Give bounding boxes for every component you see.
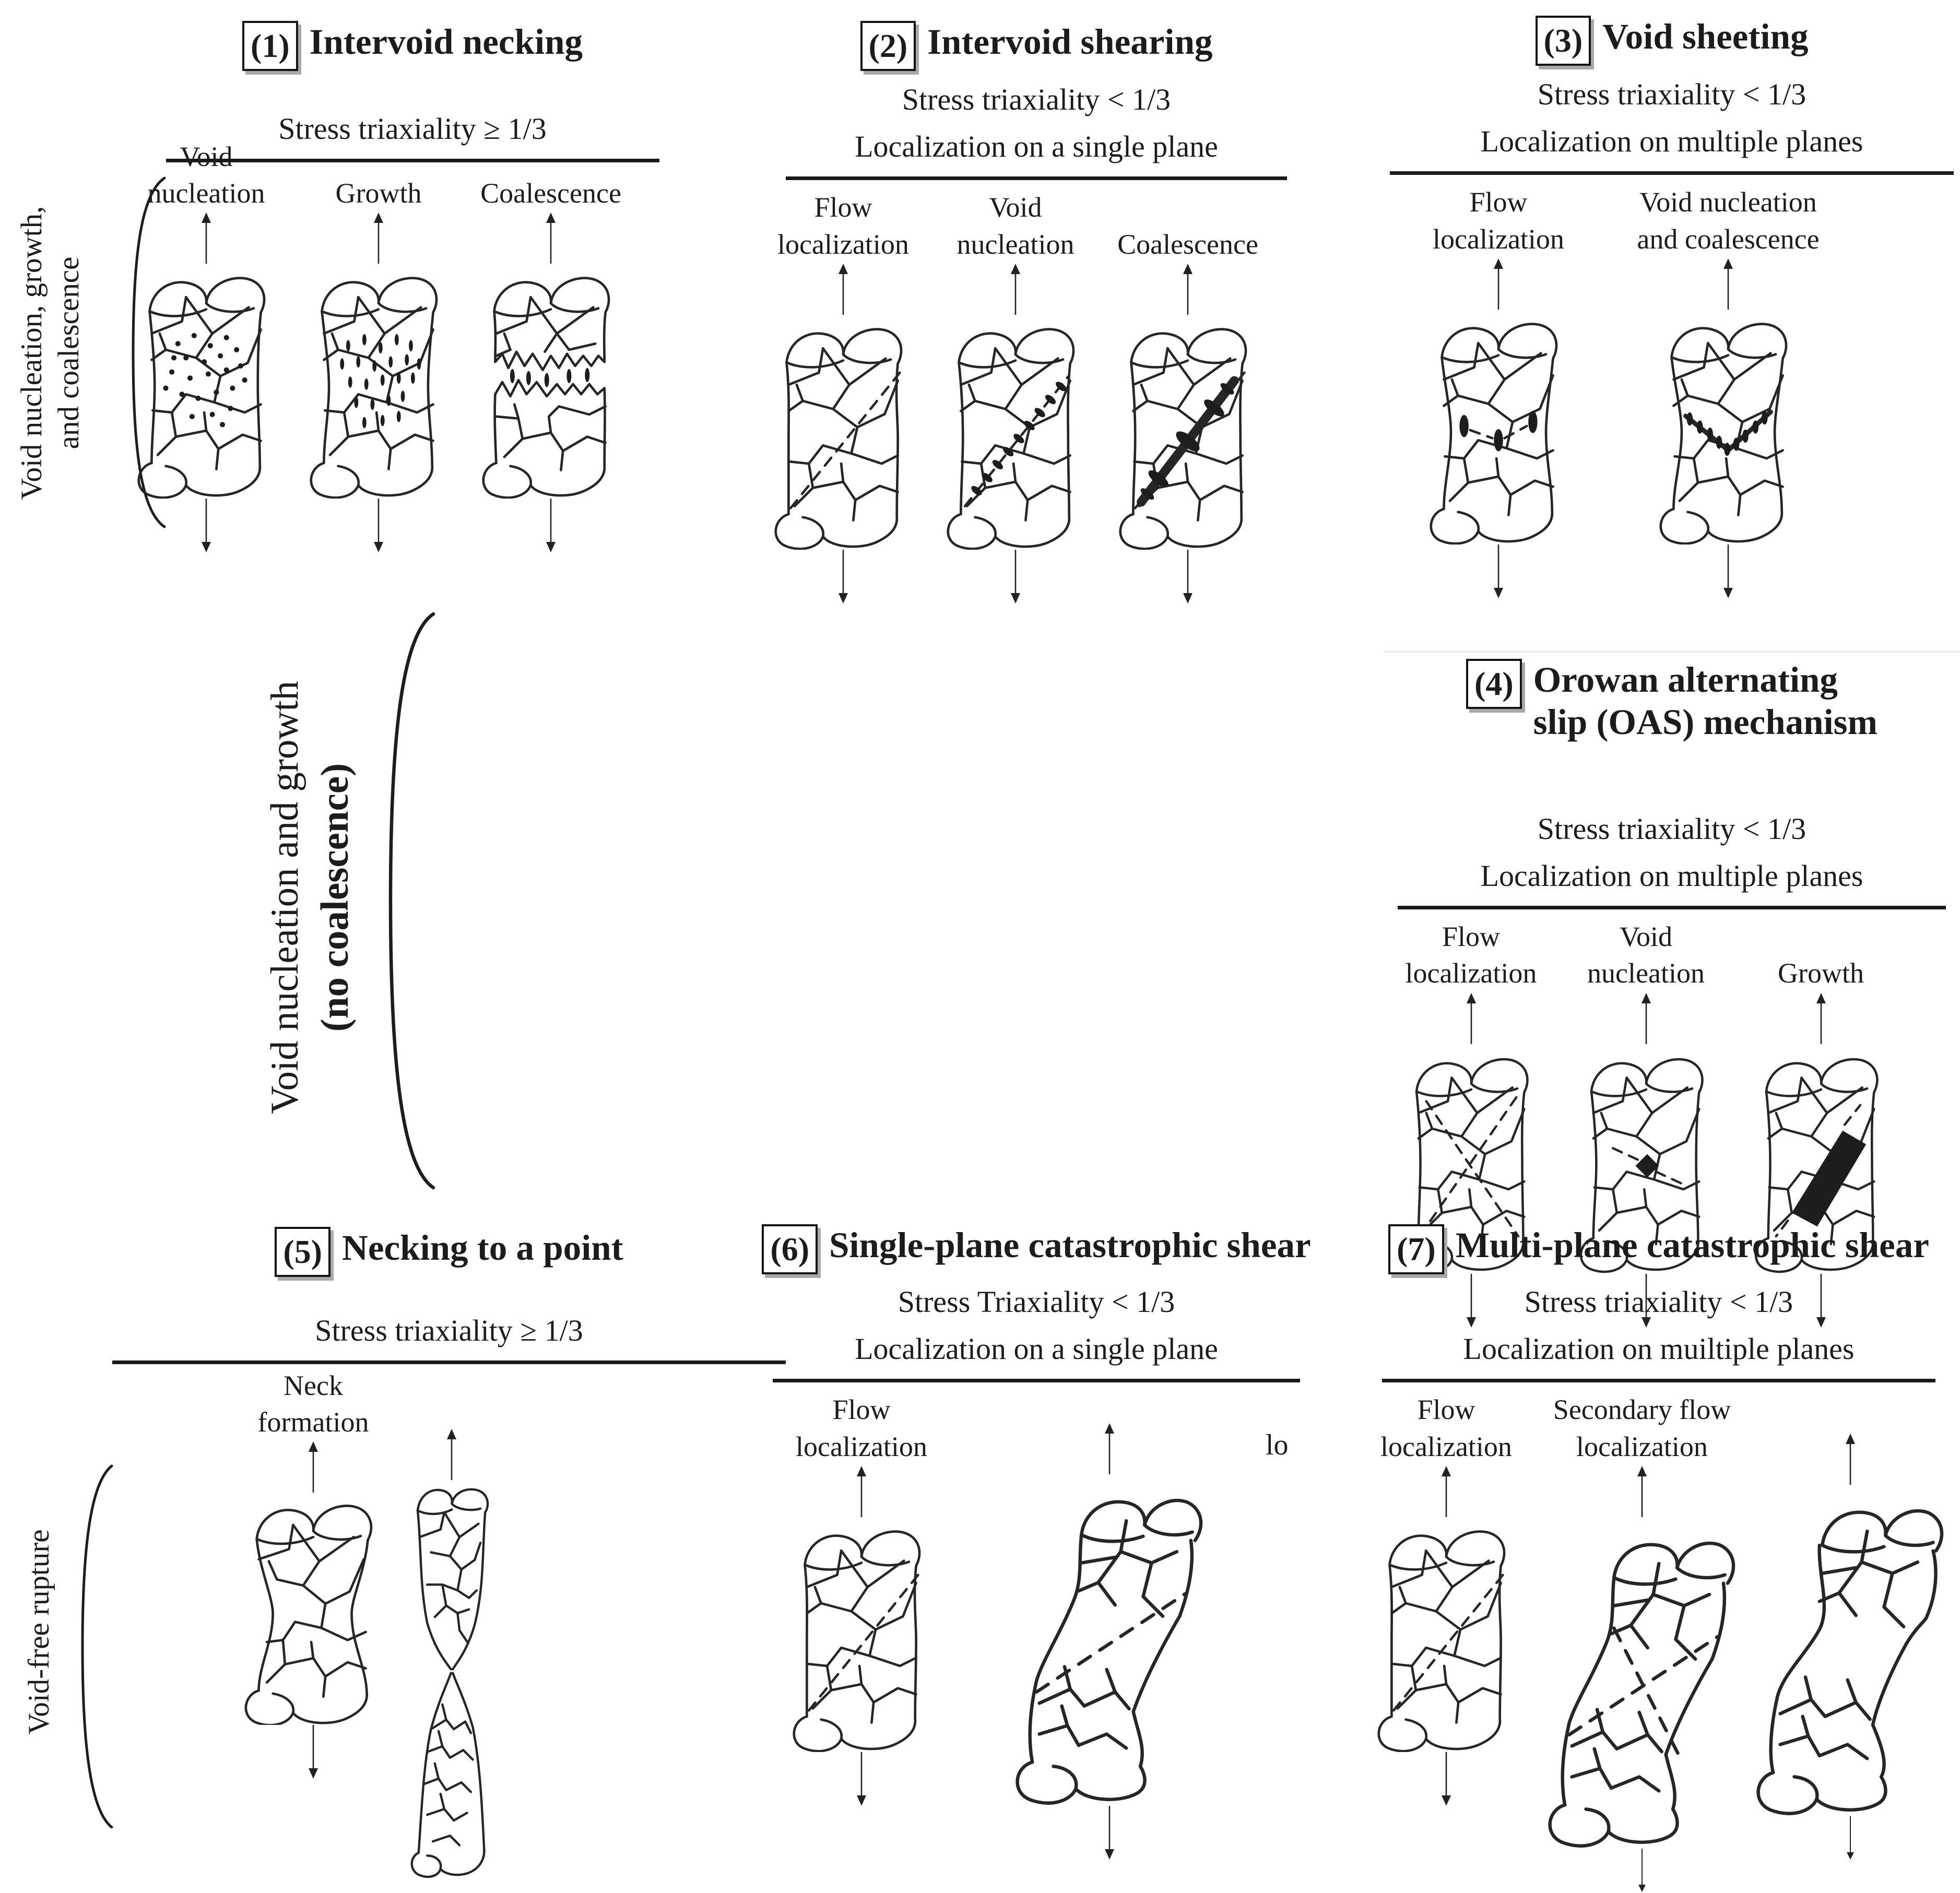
stage-label-line: formation xyxy=(257,1406,369,1438)
condition-line: Localization on multiple planes xyxy=(1480,124,1863,158)
condition-line: Stress triaxiality ≥ 1/3 xyxy=(315,1314,583,1347)
panel-rule xyxy=(773,1379,1300,1382)
stage-label xyxy=(1778,913,1864,992)
stage-label-line: nucleation xyxy=(1587,957,1705,989)
panel-necking-to-a-point xyxy=(94,1227,804,1879)
side-label-nucleation-growth-coalescence: Void nucleation, growth, and coalescence xyxy=(15,206,85,500)
panel-intervoid-shearing xyxy=(757,21,1316,605)
up-arrow-icon xyxy=(1839,1433,1862,1485)
stage-column xyxy=(1530,1386,1754,1893)
polycrystal-specimen-sketch-shear-dash xyxy=(762,315,924,550)
up-arrow-icon xyxy=(1176,263,1199,315)
up-arrow-icon xyxy=(850,1465,873,1517)
stage-column xyxy=(292,165,465,553)
stage-label-line: localization xyxy=(1576,1430,1708,1462)
down-arrow-icon xyxy=(302,1725,325,1780)
panel-columns xyxy=(1384,178,1960,599)
condition-line: Localization on multiple planes xyxy=(1480,858,1863,893)
up-arrow-icon xyxy=(1098,1422,1121,1474)
panel-title-line: Single-plane catastrophic shear xyxy=(829,1225,1311,1265)
stage-label-line: Growth xyxy=(335,177,422,209)
stage-label-line: and coalescence xyxy=(1637,223,1820,255)
stage-label-line: Neck xyxy=(284,1369,343,1401)
side-label-void-free-rupture: Void-free rupture xyxy=(22,1529,55,1735)
stage-label-line: Flow xyxy=(1442,921,1501,953)
panel-conditions xyxy=(94,1307,804,1354)
panel-title-line: Void sheeting xyxy=(1602,17,1809,56)
stage-label-line: localization xyxy=(1380,1430,1512,1462)
panel-number-badge: (5) xyxy=(275,1227,330,1277)
panel-conditions xyxy=(1384,806,1960,900)
panel-title xyxy=(1602,16,1808,58)
polycrystal-specimen-sketch-split xyxy=(470,264,632,499)
stage-column xyxy=(1613,178,1843,599)
down-arrow-icon xyxy=(1487,545,1510,599)
stage-label xyxy=(1380,1386,1512,1465)
condition-line: Stress triaxiality < 1/3 xyxy=(1524,1285,1793,1319)
up-arrow-icon xyxy=(1487,257,1510,310)
stage-label-line: Void xyxy=(989,192,1042,223)
stage-label-line: localization xyxy=(1433,223,1564,255)
stage-column xyxy=(995,1386,1224,1861)
stage-column xyxy=(1363,1386,1530,1807)
down-arrow-icon xyxy=(1717,545,1740,599)
up-arrow-icon xyxy=(1004,263,1027,315)
panel-title xyxy=(310,21,583,63)
panel-title-line: Orowan alternating xyxy=(1533,660,1838,700)
panel-title xyxy=(1456,1224,1929,1267)
stage-label-line: localization xyxy=(777,228,909,260)
stage-label-line: nucleation xyxy=(957,228,1075,260)
up-arrow-icon xyxy=(195,211,218,264)
polycrystal-specimen-sketch-sheet-blobs xyxy=(1418,310,1579,545)
panel-number-badge: (7) xyxy=(1388,1224,1444,1274)
stage-column xyxy=(225,1367,402,1780)
stage-label xyxy=(1553,1386,1731,1465)
stage-label xyxy=(336,165,422,211)
stage-label xyxy=(258,1367,369,1440)
condition-line: Stress triaxiality ≥ 1/3 xyxy=(278,112,547,146)
condition-line: Stress triaxiality < 1/3 xyxy=(902,82,1171,116)
stage-label-line: localization xyxy=(796,1430,927,1462)
down-arrow-icon xyxy=(850,1752,873,1807)
panel-rule xyxy=(112,1360,786,1364)
stage-label-line: Coalescence xyxy=(480,177,621,209)
stage-label-line: Secondary flow xyxy=(1553,1394,1731,1426)
panel-rule xyxy=(1398,906,1946,909)
down-arrow-icon xyxy=(539,499,562,553)
panel-void-sheeting xyxy=(1384,16,1960,599)
panel-title xyxy=(829,1224,1311,1267)
down-arrow-icon xyxy=(367,499,390,553)
curly-brace-icon xyxy=(370,610,438,1192)
polycrystal-specimen-sketch-shear-band xyxy=(1107,315,1269,550)
stage-column xyxy=(757,183,929,605)
panel-number-badge: (1) xyxy=(242,21,298,71)
panel-title-line: Multi-plane catastrophic shear xyxy=(1455,1225,1929,1265)
up-arrow-icon xyxy=(440,1428,463,1480)
down-arrow-icon xyxy=(1839,1816,1862,1861)
panel-title xyxy=(342,1227,623,1269)
stage-label xyxy=(1117,183,1258,263)
panel-conditions xyxy=(757,76,1316,170)
stage-label-line: Void nucleation xyxy=(147,140,265,209)
up-arrow-icon xyxy=(302,1440,325,1493)
condition-line: Stress triaxiality < 1/3 xyxy=(1537,77,1806,111)
condition-line: Stress triaxiality < 1/3 xyxy=(1537,811,1806,846)
stage-label xyxy=(796,1386,927,1465)
stage-label-line: Flow xyxy=(1469,186,1528,218)
polycrystal-specimen-sketch-shear-offset-x xyxy=(1530,1517,1754,1849)
polycrystal-specimen-sketch-shear-dots xyxy=(935,315,1096,550)
panel-rule xyxy=(1382,1379,1935,1382)
panel-intervoid-necking xyxy=(120,21,705,553)
polycrystal-specimen-sketch-sheet-vee xyxy=(1647,310,1809,545)
polycrystal-specimen-sketch-pinched xyxy=(404,1480,500,1879)
down-arrow-icon xyxy=(1098,1806,1121,1861)
up-arrow-icon xyxy=(539,211,562,264)
panel-title-line: Intervoid shearing xyxy=(927,22,1213,62)
stage-label xyxy=(1587,913,1705,992)
condition-line: Localization on a single plane xyxy=(855,1331,1218,1366)
stage-label xyxy=(480,165,621,211)
stage-column xyxy=(775,1386,948,1807)
panel4-top-divider xyxy=(1384,651,1960,653)
stage-label-line: Flow xyxy=(832,1394,891,1426)
stage-label-line: Flow xyxy=(814,192,872,223)
polycrystal-specimen-sketch-shear-offset xyxy=(997,1474,1222,1806)
panel-number-badge: (6) xyxy=(762,1224,818,1274)
up-arrow-icon xyxy=(832,263,855,315)
panel-rule xyxy=(1390,171,1954,175)
stage-label-line: Void xyxy=(1619,921,1673,953)
panel-title xyxy=(1533,659,1878,744)
panel-conditions xyxy=(757,1279,1316,1373)
stage-column xyxy=(929,183,1102,605)
condition-line: Localization on a single plane xyxy=(855,129,1218,163)
panel-title-line: Intervoid necking xyxy=(309,22,583,62)
down-arrow-icon xyxy=(1435,1752,1458,1807)
panel-columns xyxy=(94,1367,804,1879)
stage-label xyxy=(957,183,1075,263)
stage-label-line: Coalescence xyxy=(1117,228,1258,260)
panel-title xyxy=(927,21,1212,63)
polycrystal-specimen-sketch-shear-dash xyxy=(1365,1517,1527,1752)
up-arrow-icon xyxy=(1631,1465,1654,1517)
up-arrow-icon xyxy=(1635,992,1658,1044)
panel-number-badge: (2) xyxy=(860,21,916,71)
stage-label-line: Growth xyxy=(1778,957,1864,989)
panel-columns xyxy=(120,140,705,553)
stage-label-line: localization xyxy=(1405,957,1537,989)
stage-label xyxy=(1406,913,1537,992)
polycrystal-specimen-sketch-shear-dash xyxy=(781,1517,942,1752)
stage-label-line: Void nucleation xyxy=(1639,186,1817,218)
stage-label xyxy=(777,183,909,263)
up-arrow-icon xyxy=(1717,257,1740,310)
polycrystal-specimen-sketch-necked xyxy=(227,1493,399,1725)
down-arrow-icon xyxy=(195,499,218,553)
polycrystal-specimen-sketch-dashes xyxy=(298,264,459,499)
panel-columns xyxy=(757,183,1316,605)
clipped-text-fragment: lo xyxy=(1266,1429,1289,1461)
up-arrow-icon xyxy=(1460,992,1483,1044)
stage-label-line: Flow xyxy=(1417,1394,1475,1426)
stage-column xyxy=(402,1367,501,1879)
down-arrow-icon xyxy=(832,550,855,605)
curly-brace-icon xyxy=(117,175,167,530)
down-arrow-icon xyxy=(1631,1849,1654,1893)
panel-columns xyxy=(1357,1386,1960,1893)
panel-rule xyxy=(786,176,1287,180)
panel-single-plane-catastrophic-shear xyxy=(757,1224,1316,1861)
panel-multi-plane-catastrophic-shear xyxy=(1357,1224,1960,1893)
polycrystal-specimen-sketch-double-shear xyxy=(1738,1485,1960,1816)
panel-title-line: slip (OAS) mechanism xyxy=(1533,702,1878,742)
stage-column xyxy=(465,165,637,553)
stage-column xyxy=(1741,1386,1960,1861)
up-arrow-icon xyxy=(367,211,390,264)
panel-columns xyxy=(757,1386,1316,1861)
stage-column xyxy=(1102,183,1274,605)
condition-line: Stress Triaxiality < 1/3 xyxy=(898,1285,1175,1319)
condition-line: Localization on muiltiple planes xyxy=(1463,1331,1855,1366)
down-arrow-icon xyxy=(1004,550,1027,605)
panel-number-badge: (4) xyxy=(1466,659,1522,709)
panel-number-badge: (3) xyxy=(1536,16,1591,66)
stage-label xyxy=(1637,178,1819,257)
panel-title-line: Necking to a point xyxy=(342,1228,623,1268)
curly-brace-icon xyxy=(66,1463,115,1831)
stage-label xyxy=(1433,178,1564,257)
panel-conditions xyxy=(1357,1279,1960,1373)
up-arrow-icon xyxy=(1435,1465,1458,1517)
panel-conditions xyxy=(1384,71,1960,165)
down-arrow-icon xyxy=(1176,550,1199,605)
stage-column xyxy=(1384,178,1613,599)
side-label-nucleation-growth-no-coalescence: Void nucleation and growth (no coalescence) xyxy=(263,681,357,1114)
up-arrow-icon xyxy=(1810,992,1833,1044)
